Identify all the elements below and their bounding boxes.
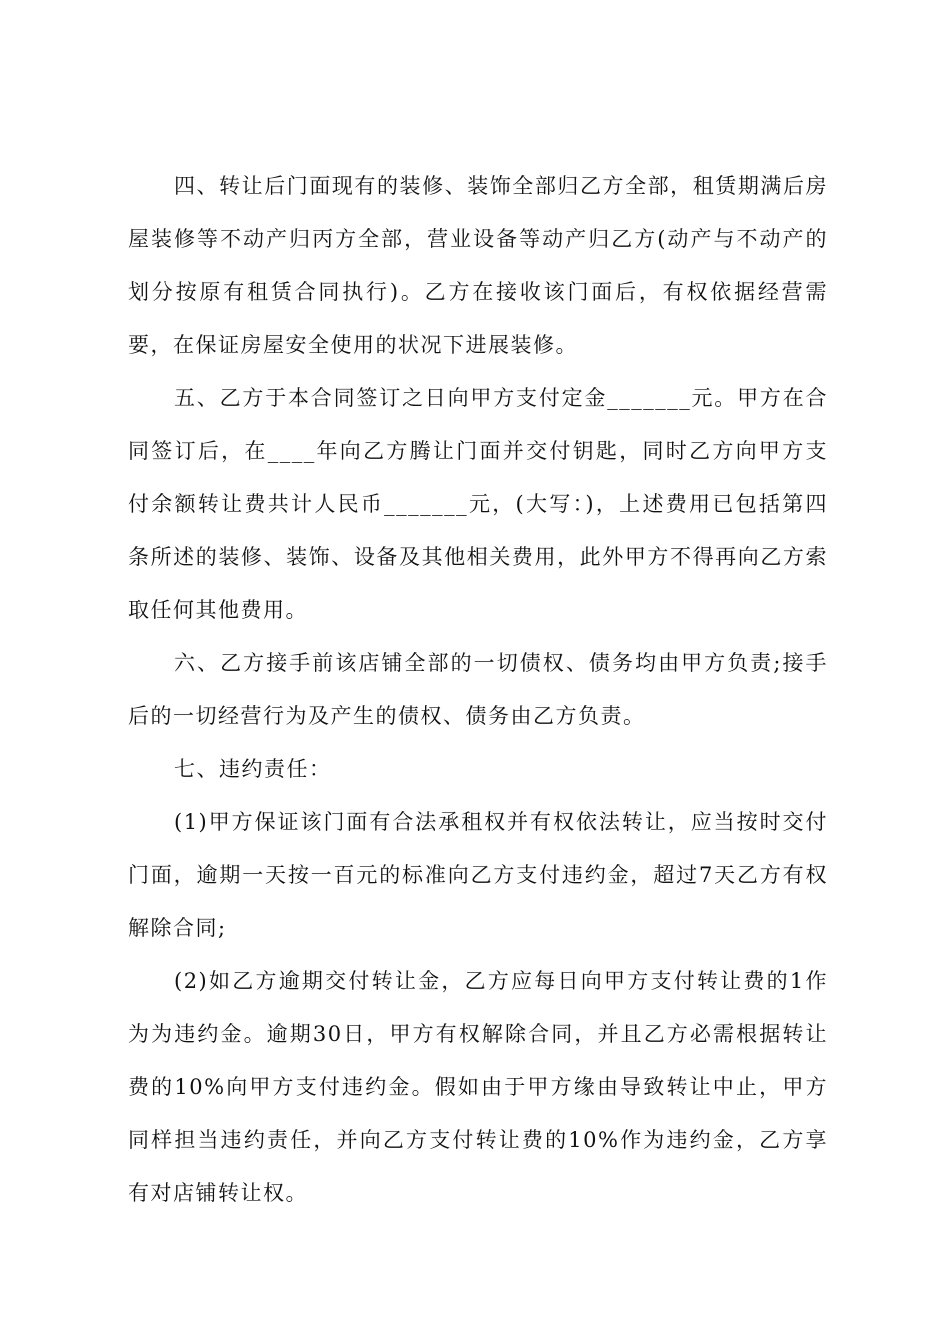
paragraph-clause-4: 四、转让后门面现有的装修、装饰全部归乙方全部，租赁期满后房屋装修等不动产归丙方全部，营业设备等动产归乙方(动产与不动产的划分按原有租赁合同执行)。乙方在接收该门面后，有权依据经营需要，在保证房屋安全使用的状况下进展装修。 <box>128 174 828 357</box>
document-body <box>128 160 828 1220</box>
paragraph-clause-7-item-1: (1)甲方保证该门面有合法承租权并有权依法转让，应当按时交付门面，逾期一天按一百元的标准向乙方支付违约金，超过7天乙方有权解除合同; <box>128 810 828 940</box>
paragraph-clause-7-item-2: (2)如乙方逾期交付转让金，乙方应每日向甲方支付转让费的1作为为违约金。逾期30日，甲方有权解除合同，并且乙方必需根据转让费的10%向甲方支付违约金。假如由于甲方缘由导致转让中止，甲方同样担当违约责任，并向乙方支付转让费的10%作为违约金，乙方享有对店铺转让权。 <box>128 969 828 1205</box>
paragraph-clause-5: 五、乙方于本合同签订之日向甲方支付定金_______元。甲方在合同签订后，在____年向乙方腾让门面并交付钥匙，同时乙方向甲方支付余额转让费共计人民币_______元，(大写：)，上述费用已包括第四条所述的装修、装饰、设备及其他相关费用，此外甲方不得再向乙方索取任何其他费用。 <box>128 386 828 622</box>
paragraph-clause-6: 六、乙方接手前该店铺全部的一切债权、债务均由甲方负责;接手后的一切经营行为及产生的债权、债务由乙方负责。 <box>128 651 828 728</box>
paragraph-clause-7-heading: 七、违约责任： <box>174 757 332 781</box>
